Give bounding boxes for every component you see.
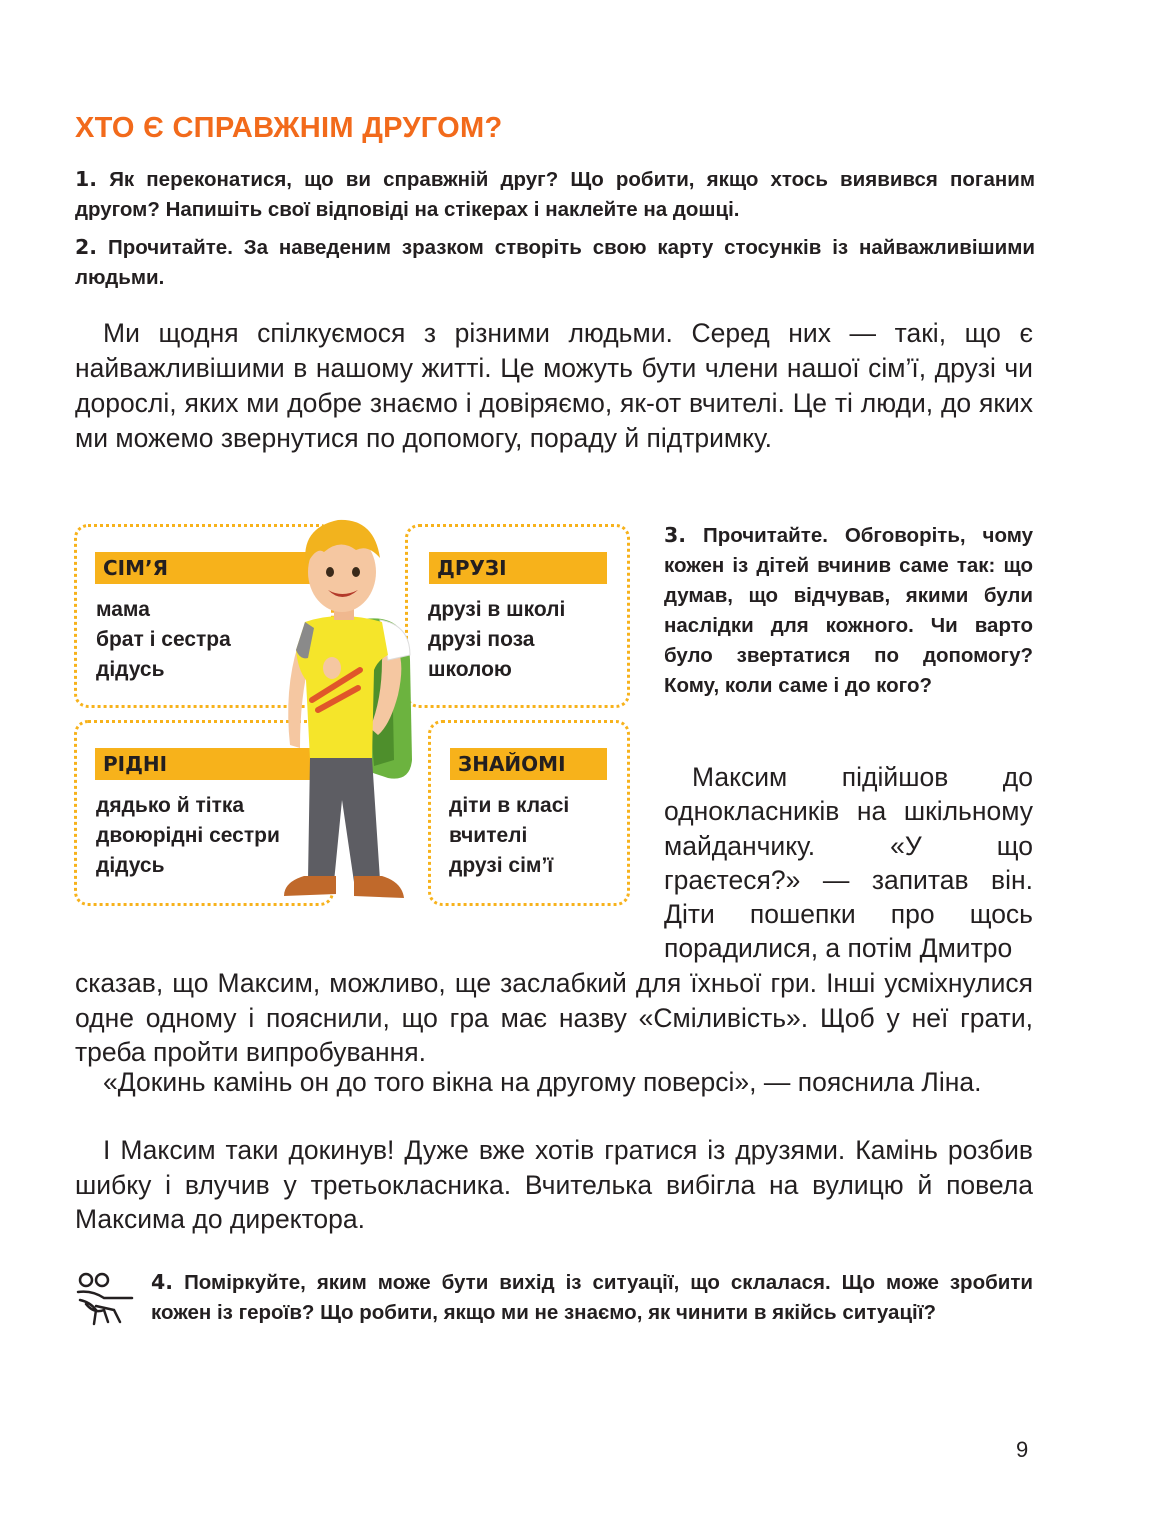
task-1	[75, 164, 1035, 225]
story-paragraph-1-start: Максим підійшов до однокласників на шкільному майданчику. «У що граєтеся?» — запитав він. Діти пошепки про щось порадилися, а потім Дмитро	[664, 762, 1033, 964]
friends-item: друзі поза	[428, 628, 535, 651]
friends-items	[428, 595, 565, 685]
family-label: СІМ’Я	[95, 552, 315, 584]
relatives-label: РІДНІ	[95, 748, 317, 780]
acquaintances-items	[449, 791, 569, 881]
friends-label: ДРУЗІ	[429, 552, 607, 584]
story-paragraph-1-end: сказав, що Максим, можливо, ще заслабкий для їхньої гри. Інші усміхнулися одне одному і пояснили, що гра має назву «Сміливість». Щоб у неї грати, треба пройти випробування.	[75, 968, 1033, 1067]
task-3	[664, 520, 1033, 701]
boy-with-backpack-illustration	[270, 510, 430, 910]
friends-item: друзі в школі	[428, 598, 566, 621]
acquaintances-item: вчителі	[449, 824, 528, 847]
task-1-number: 1.	[75, 167, 98, 191]
acquaintances-item: діти в класі	[449, 794, 570, 817]
story-paragraph-3: І Максим таки докинув! Дуже вже хотів гратися із друзями. Камінь розбив шибку і влучив у третьокласника. Вчителька вибігла на вулицю й повела Максима до директора.	[75, 1135, 1033, 1234]
family-item: мама	[96, 598, 150, 621]
page-title: ХТО Є СПРАВЖНІМ ДРУГОМ?	[75, 112, 503, 144]
relatives-item: дядько й тітка	[96, 794, 245, 817]
task-3-text: Прочитайте. Обговоріть, чому кожен із дітей вчинив саме так: що думав, що відчував, якими були наслідки для кожного. Чи варто було звертатися по допомогу? Кому, коли саме і до кого?	[664, 524, 1033, 697]
relatives-items	[96, 791, 280, 881]
task-4-number: 4.	[151, 1270, 174, 1294]
group-work-icon	[74, 1270, 136, 1328]
friends-item: школою	[428, 658, 512, 681]
story-paragraph-2: «Докинь камінь он до того вікна на другому поверсі», — пояснила Ліна.	[103, 1067, 982, 1097]
task-3-number: 3.	[664, 523, 687, 547]
relatives-item: дідусь	[96, 854, 165, 877]
relatives-item: двоюрідні сестри	[96, 824, 280, 847]
page-number: 9	[1016, 1437, 1029, 1462]
task-1-text: Як переконатися, що ви справжній друг? Що робити, якщо хтось виявився поганим другом? Напишіть свої відповіді на стікерах і наклейте на дошці.	[75, 168, 1035, 221]
acquaintances-label: ЗНАЙОМІ	[450, 748, 607, 780]
task-2	[75, 232, 1035, 293]
family-item: дідусь	[96, 658, 165, 681]
acquaintances-item: друзі сім’ї	[449, 854, 554, 877]
task-4	[151, 1267, 1033, 1328]
family-item: брат і сестра	[96, 628, 231, 651]
intro-paragraph: Ми щодня спілкуємося з різними людьми. Серед них — такі, що є найважливішими в нашому житті. Це можуть бути члени нашої сім’ї, друзі чи дорослі, яких ми добре знаємо і довіряємо, як-от вчителі. Це ті люди, до яких ми можемо звернутися по допомогу, пораду й підтримку.	[75, 318, 1033, 453]
family-items	[96, 595, 231, 685]
task-4-text: Поміркуйте, яким може бути вихід із ситуації, що склалася. Що може зробити кожен із героїв? Що робити, якщо ми не знаємо, як чинити в якійсь ситуації?	[151, 1271, 1033, 1324]
task-2-text: Прочитайте. За наведеним зразком створіть свою карту стосунків із найважливішими людьми.	[75, 236, 1035, 289]
task-2-number: 2.	[75, 235, 98, 259]
